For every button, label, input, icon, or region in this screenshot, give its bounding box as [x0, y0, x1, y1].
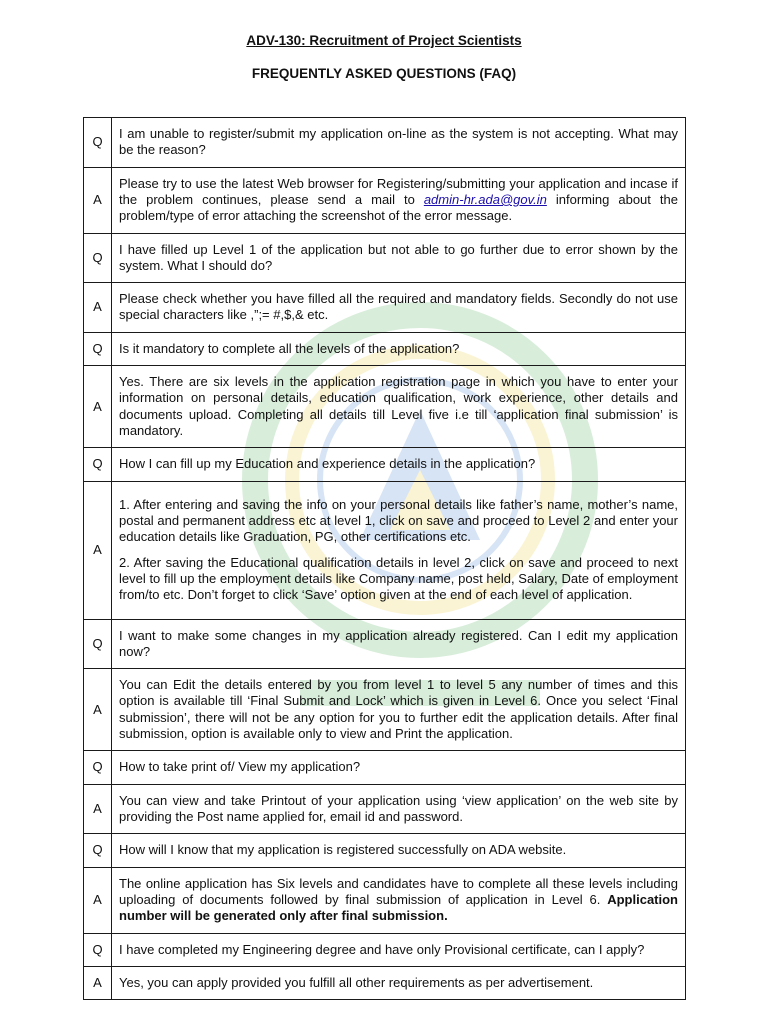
row-kind-label: Q — [84, 332, 112, 365]
answer-text — [112, 867, 686, 933]
row-kind-label: A — [84, 366, 112, 448]
answer-text-before-link: Please try to use the latest Web browser for Registering/submitting your application and incase if the problem continues, please send a mail to — [119, 175, 678, 207]
row-kind-label: A — [84, 669, 112, 751]
answer-text: Yes. There are six levels in the application registration page in which you have to enter your information on personal details, education qualification, work experience, other details and documents upload. Completing all details till Level five i.e till ‘application final submission’ is mandatory. — [112, 366, 686, 448]
row-kind-label: A — [84, 167, 112, 233]
answer-text-regular: The online application has Six levels and candidates have to complete all these levels including uploading of documents followed by final submission of application in Level 6. — [119, 875, 678, 907]
faq-row — [84, 366, 686, 448]
row-kind-label: Q — [84, 619, 112, 669]
row-kind-label: A — [84, 283, 112, 333]
faq-row — [84, 167, 686, 233]
faq-table — [83, 117, 686, 1000]
faq-row — [84, 448, 686, 481]
answer-text: You can Edit the details entered by you from level 1 to level 5 any number of times and this option is available till ‘Final Submit and Lock’ which is given in Level 6. Once you select ‘Final submission’, there will not be any option for you to further edit the application details. After final submission, option is available only to view and Print the application. — [112, 669, 686, 751]
row-kind-label: Q — [84, 233, 112, 283]
faq-row — [84, 233, 686, 283]
faq-row — [84, 867, 686, 933]
answer-text: Please check whether you have filled all the required and mandatory fields. Secondly do not use special characters like ,”;= #,$,& etc. — [112, 283, 686, 333]
question-text: How will I know that my application is registered successfully on ADA website. — [112, 834, 686, 867]
answer-text — [112, 167, 686, 233]
faq-row — [84, 933, 686, 966]
question-text: I want to make some changes in my application already registered. Can I edit my application now? — [112, 619, 686, 669]
question-text: I am unable to register/submit my application on-line as the system is not accepting. What may be the reason? — [112, 118, 686, 168]
row-kind-label: Q — [84, 834, 112, 867]
faq-row — [84, 481, 686, 619]
question-text: I have completed my Engineering degree and have only Provisional certificate, can I apply? — [112, 933, 686, 966]
answer-text: Yes, you can apply provided you fulfill all other requirements as per advertisement. — [112, 966, 686, 999]
row-kind-label: Q — [84, 751, 112, 784]
document-title: ADV-130: Recruitment of Project Scientists — [246, 33, 522, 48]
answer-text-after-link: informing about the problem/type of error attaching the screenshot of the error message. — [119, 191, 678, 224]
answer-text: You can view and take Printout of your application using ‘view application’ on the web site by providing the Post name applied for, email id and password. — [112, 784, 686, 834]
faq-row — [84, 619, 686, 669]
row-kind-label: A — [84, 784, 112, 834]
question-text: Is it mandatory to complete all the levels of the application? — [112, 332, 686, 365]
faq-row — [84, 751, 686, 784]
faq-row — [84, 834, 686, 867]
row-kind-label: A — [84, 481, 112, 619]
faq-row — [84, 966, 686, 999]
faq-row — [84, 283, 686, 333]
row-kind-label: A — [84, 867, 112, 933]
answer-paragraph: 1. After entering and saving the info on your personal details like father’s name, mother’s name, postal and permanent address etc at level 1, click on save and proceed to Level 2 and enter your education details like Graduation, PG, other certifications etc. — [119, 496, 678, 545]
row-kind-label: A — [84, 966, 112, 999]
document-subtitle: FREQUENTLY ASKED QUESTIONS (FAQ) — [251, 66, 517, 81]
answer-paragraph: 2. After saving the Educational qualification details in level 2, click on save and proceed to next level to fill up the employment details like Company name, post held, Salary, Date of employment from/to etc. Don’t forget to click ‘Save’ option given at the end of each level of application. — [119, 554, 678, 603]
row-kind-label: Q — [84, 448, 112, 481]
faq-row — [84, 669, 686, 751]
question-text: How to take print of/ View my application? — [112, 751, 686, 784]
question-text: I have filled up Level 1 of the application but not able to go further due to error shown by the system. What I should do? — [112, 233, 686, 283]
question-text: How I can fill up my Education and experience details in the application? — [112, 448, 686, 481]
faq-row — [84, 784, 686, 834]
faq-row — [84, 332, 686, 365]
row-kind-label: Q — [84, 933, 112, 966]
email-link[interactable]: admin-hr.ada@gov.in — [423, 191, 547, 207]
faq-row — [84, 118, 686, 168]
answer-text-bold: Application number will be generated only after final submission. — [119, 891, 678, 924]
answer-text — [112, 481, 686, 619]
row-kind-label: Q — [84, 118, 112, 168]
